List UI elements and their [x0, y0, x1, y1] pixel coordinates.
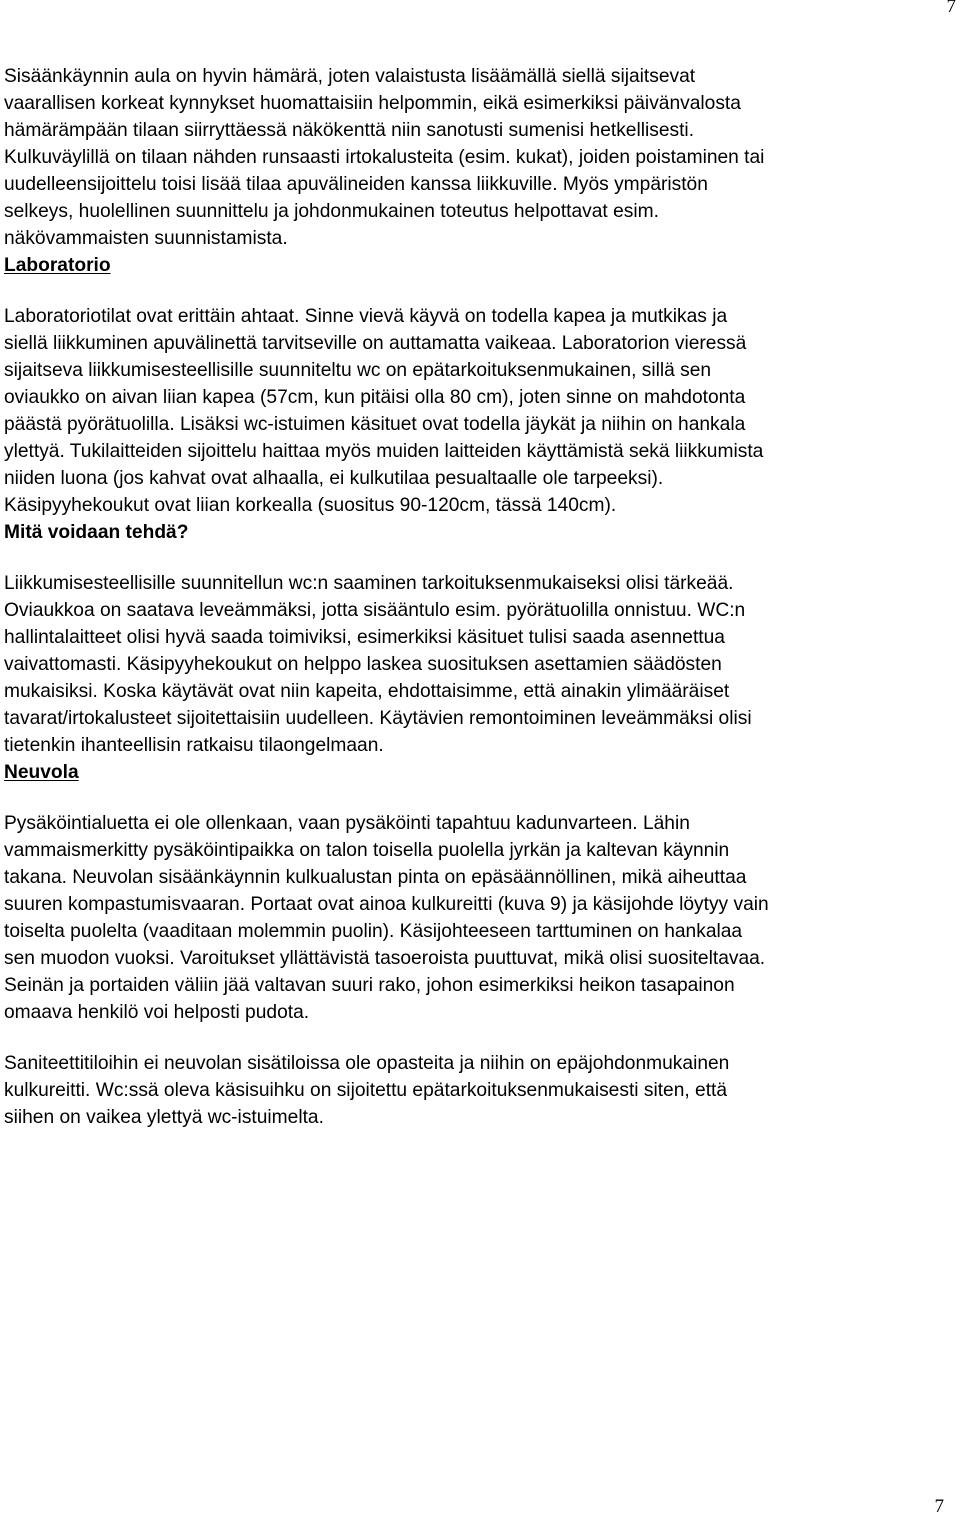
page-number-top: 7 [946, 0, 956, 17]
neuvola-paragraph-1: Pysäköintialuetta ei ole ollenkaan, vaan pysäköinti tapahtuu kadunvarteen. Lähin vammaismerkitty pysäköintipaikka on talon toisella puolella jyrkän ja kaltevan käynnin takana. Neuvolan sisäänkäynnin kulkualustan pinta on epäsäännöllinen, mikä aiheuttaa suuren kompastumisvaaran. Portaat ovat ainoa kulkureitti (kuva 9) ja käsijohde löytyy vain toiselta puolelta (vaaditaan molemmin puolin). Käsijohteeseen tarttuminen on hankalaa sen muodon vuoksi. Varoitukset yllättävistä tasoeroista puuttuvat, mikä olisi suositeltavaa. Seinän ja portaiden väliin jää valtavan suuri rako, johon esimerkiksi heikon tasapainon omaava henkilö voi helposti pudota. [4, 813, 769, 1023]
mita-paragraph: Liikkumisesteellisille suunnitellun wc:n saaminen tarkoituksenmukaiseksi olisi tärkeää. Oviaukkoa on saatava leveämmäksi, jotta sisääntulo esim. pyörätuolilla onnistuu. WC:n hallintalaitteet olisi hyvä saada toimiviksi, esimerkiksi käsituet tulisi saada asennettua vaivattomasti. Käsipyyhekoukut on helppo laskea suosituksen asettamien säädösten mukaisiksi. Koska käytävät ovat niin kapeita, ehdottaisimme, että ainakin ylimääräiset tavarat/irtokalusteet sijoitettaisiin uudelleen. Käytävien remontoiminen leveämmäksi olisi tietenkin ihanteellisin ratkaisu tilaongelmaan. [4, 573, 752, 756]
page-number-bottom: 7 [934, 1496, 944, 1517]
section-heading-mita-voidaan-tehda: Mitä voidaan tehdä? [4, 522, 189, 543]
neuvola-paragraph-2: Saniteettitiloihin ei neuvolan sisätiloissa ole opasteita ja niihin on epäjohdonmukainen kulkureitti. Wc:ssä oleva käsisuihku on sijoitettu epätarkoituksenmukaisesti siten, että siihen on vaikea ylettyä wc-istuimelta. [4, 1053, 730, 1128]
document-body [4, 63, 952, 1131]
intro-paragraph: Sisäänkäynnin aula on hyvin hämärä, joten valaistusta lisäämällä siellä sijaitsevat vaarallisen korkeat kynnykset huomattaisiin helpommin, eikä esimerkiksi päivänvalosta hämärämpään tilaan siirryttäessä näkökenttä niin sanotusti sumenisi hetkellisesti. Kulkuväylillä on tilaan nähden runsaasti irtokalusteita (esim. kukat), joiden poistaminen tai uudelleensijoittelu toisi lisää tilaa apuvälineiden kanssa liikkuville. Myös ympäristön selkeys, huolellinen suunnittelu ja johdonmukainen toteutus helpottavat esim. näkövammaisten suunnistamista. [4, 66, 765, 249]
section-heading-laboratorio: Laboratorio [4, 255, 111, 276]
section-heading-neuvola: Neuvola [4, 762, 79, 783]
laboratorio-paragraph: Laboratoriotilat ovat erittäin ahtaat. Sinne vievä käyvä on todella kapea ja mutkikas ja siellä liikkuminen apuvälinettä tarvitseville on auttamatta vaikeaa. Laboratorion vieressä sijaitseva liikkumisesteellisille suunniteltu wc on epätarkoituksenmukainen, sillä sen oviaukko on aivan liian kapea (57cm, kun pitäisi olla 80 cm), joten sinne on mahdotonta päästä pyörätuolilla. Lisäksi wc-istuimen käsituet ovat todella jäykät ja niihin on hankala ylettyä. Tukilaitteiden sijoittelu haittaa myös muiden laitteiden käyttämistä sekä liikkumista niiden luona (jos kahvat ovat alhaalla, ei kulkutilaa pesualtaalle ole tarpeeksi). Käsipyyhekoukut ovat liian korkealla (suositus 90-120cm, tässä 140cm). [4, 306, 764, 516]
